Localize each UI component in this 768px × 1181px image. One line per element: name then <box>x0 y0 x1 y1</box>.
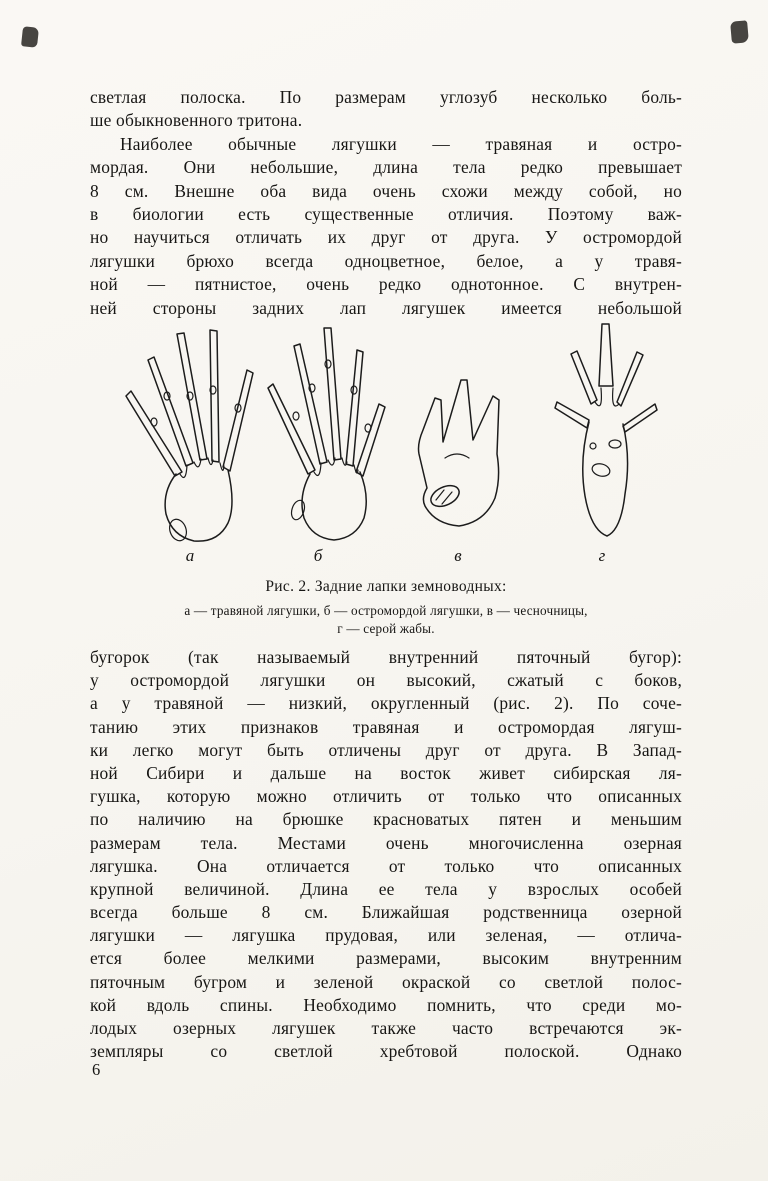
text-line: ки легко могут быть отличены друг от друга. В Запад- <box>90 739 682 760</box>
text-line: кой вдоль спины. Необходимо помнить, что среди мо- <box>90 994 682 1015</box>
text-line: размерам тела. Местами очень многочисленна озерная <box>90 832 682 853</box>
moor-frog-foot-drawing <box>268 328 385 540</box>
text-line: бугорок (так называемый внутренний пяточный бугор): <box>90 647 682 667</box>
text-line: светлая полоска. По размерам углозуб несколько боль- <box>90 87 682 107</box>
text-line: но научиться отличать их друг от друга. У остромордой <box>90 227 682 248</box>
upper-text-block <box>90 86 682 320</box>
text-line: крупной величиной. Длина ее тела у взрослых особей <box>90 878 682 899</box>
text-line: ной — пятнистое, очень редко однотонное. С внутрен- <box>90 274 682 295</box>
figure-label-v: в <box>454 546 462 565</box>
text-line: танию этих признаков травяная и остромордая лягуш- <box>90 716 682 737</box>
figure-illustration <box>95 318 675 546</box>
text-line: пяточным бугром и зеленой окраской со светлой полос- <box>90 971 682 992</box>
amphibian-feet-drawing <box>95 318 675 546</box>
text-line: 8 см. Внешне оба вида очень схожи между собой, но <box>90 180 682 201</box>
grass-frog-foot-drawing <box>126 330 253 543</box>
figure-label-b: б <box>313 546 323 565</box>
text-line: лягушки брюхо всегда одноцветное, белое, а у травя- <box>90 250 682 271</box>
text-line: мордая. Они небольшие, длина тела редко превышает <box>90 157 682 178</box>
figure-caption-line: г — серой жабы. <box>337 621 435 636</box>
scan-artifact-top-right <box>730 20 749 43</box>
figure-label-g: г <box>598 546 606 565</box>
text-line: а у травяной — низкий, округленный (рис. 2). По соче- <box>90 693 682 714</box>
figure-caption-line: а — травяной лягушки, б — остромордой лягушки, в — чесночницы, <box>184 603 588 618</box>
figure-label-a: а <box>185 546 195 565</box>
text-line: по наличию на брюшке красноватых пятен и меньшим <box>90 809 682 830</box>
figure-caption-title: Рис. 2. Задние лапки земноводных: <box>265 578 507 595</box>
spadefoot-foot-drawing <box>419 380 500 526</box>
text-line: земпляры со светлой хребтовой полоской. Однако <box>90 1041 682 1062</box>
text-line: лягушка. Она отличается от только что описанных <box>90 855 682 876</box>
text-line: всегда больше 8 см. Ближайшая родственница озерной <box>90 902 682 923</box>
text-line: ней стороны задних лап лягушек имеется небольшой <box>90 297 682 318</box>
scan-artifact-top-left <box>21 26 39 48</box>
lower-text-block <box>90 646 682 1063</box>
gray-toad-foot-drawing <box>555 324 657 536</box>
text-line: в биологии есть существенные отличия. Поэтому важ- <box>90 203 682 224</box>
text-line: ной Сибири и дальше на восток живет сибирская ля- <box>90 762 682 783</box>
text-line: у остромордой лягушки он высокий, сжатый с боков, <box>90 670 682 691</box>
text-line: ше обыкновенного тритона. <box>90 110 303 131</box>
text-line: лодых озерных лягушек также часто встречаются эк- <box>90 1018 682 1038</box>
text-line: Наиболее обычные лягушки — травяная и остро- <box>120 133 682 154</box>
text-line: ется более мелкими размерами, высоким внутренним <box>90 948 682 969</box>
page-number: 6 <box>92 1060 101 1079</box>
text-line: лягушки — лягушка прудовая, или зеленая, — отлича- <box>90 925 682 946</box>
text-line: гушка, которую можно отличить от только что описанных <box>90 786 682 807</box>
